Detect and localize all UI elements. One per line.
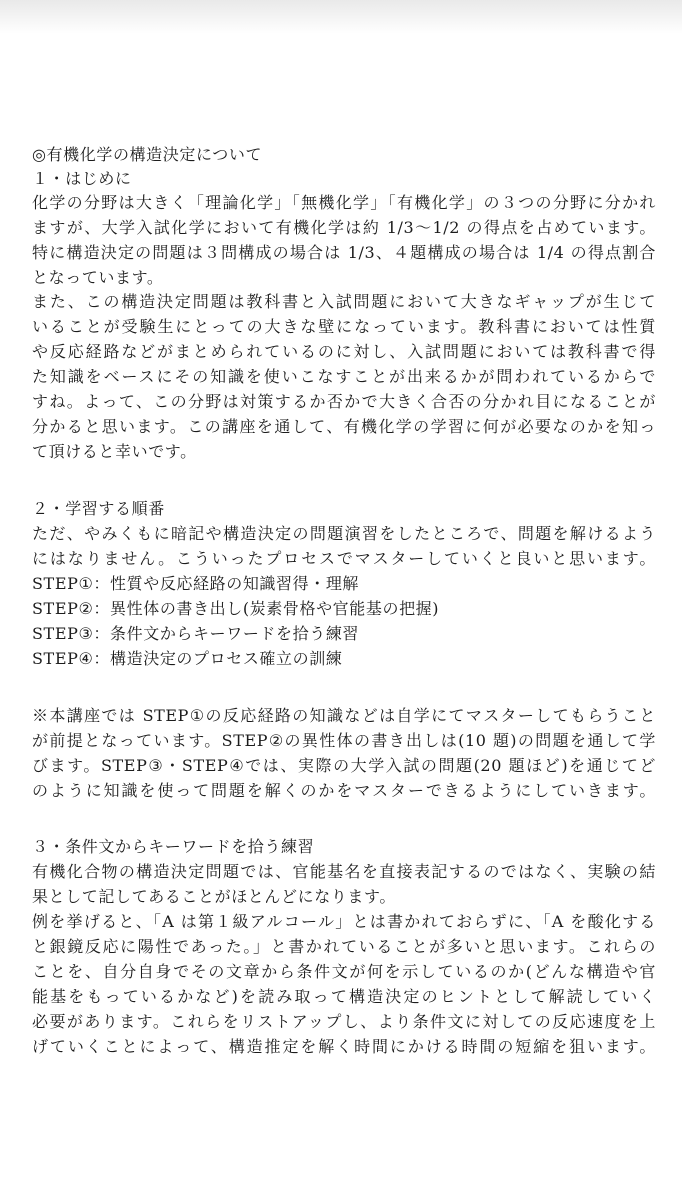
section2-line: ただ、やみくもに暗記や構造決定の問題演習をしたところで、問題を解けるよう — [32, 524, 656, 543]
section1-line: ますが、大学入試化学において有機化学は約 1/3〜1/2 の得点を占めています。 — [32, 218, 656, 237]
section1-line: すね。よって、この分野は対策するか否かで大きく合否の分かれ目になることが — [32, 392, 656, 411]
section1-heading: １・はじめに — [32, 169, 132, 188]
section1-line: 分かると思います。この講座を通して、有機化学の学習に何が必要なのかを知っ — [32, 417, 656, 436]
step-item: STEP④：構造決定のプロセス確立の訓練 — [32, 649, 343, 668]
section1-line: いることが受験生にとっての大きな壁になっています。教科書においては性質 — [32, 317, 656, 336]
section3-line: ことを、自分自身でその文章から条件文が何を示しているのか(どんな構造や官 — [32, 962, 656, 981]
step-item: STEP②：異性体の書き出し(炭素骨格や官能基の把握) — [32, 599, 440, 618]
note-line: びます。STEP③・STEP④では、実際の大学入試の問題(20 題ほど)を通じてど — [32, 756, 656, 775]
section2-line: にはなりません。こういったプロセスでマスターしていくと良いと思います。 — [32, 549, 656, 568]
section3-line: 果として記してあることがほとんどになります。 — [32, 887, 396, 906]
section3-line: と銀鏡反応に陽性であった。」と書かれていることが多いと思います。これらの — [32, 937, 656, 956]
section3-line: 例を挙げると、「A は第１級アルコール」とは書かれておらずに、「A を酸化する — [32, 912, 656, 931]
section1-line: た知識をベースにその知識を使いこなすことが出来るかが問われているからで — [32, 367, 656, 386]
note-line: が前提となっています。STEP②の異性体の書き出しは(10 題)の問題を通して学 — [32, 731, 656, 750]
section1-line: となっています。 — [32, 268, 164, 287]
section1-line: や反応経路などがまとめられているのに対し、入試問題においては教科書で得 — [32, 342, 656, 361]
note-line: のように知識を使って問題を解くのかをマスターできるようにしていきます。 — [32, 781, 656, 800]
section3-line: 必要があります。これらをリストアップし、より条件文に対しての反応速度を上 — [32, 1012, 656, 1031]
step-item: STEP①：性質や反応経路の知識習得・理解 — [32, 574, 360, 593]
section3-line: 有機化合物の構造決定問題では、官能基名を直接表記するのではなく、実験の結 — [32, 862, 656, 881]
section1-line: て頂けると幸いです。 — [32, 442, 197, 461]
section3-heading: ３・条件文からキーワードを拾う練習 — [32, 837, 315, 856]
section1-line: また、この構造決定問題は教科書と入試問題において大きなギャップが生じて — [32, 292, 656, 311]
note-line: ※本講座では STEP①の反応経路の知識などは自学にてマスターしてもらうこと — [32, 706, 656, 725]
section2-heading: ２・学習する順番 — [32, 499, 165, 518]
step-item: STEP③：条件文からキーワードを拾う練習 — [32, 624, 360, 643]
section3-line: 能基をもっているかなど)を読み取って構造決定のヒントとして解読していく — [32, 987, 656, 1006]
document-title: ◎有機化学の構造決定について — [32, 145, 263, 164]
section1-line: 化学の分野は大きく「理論化学」「無機化学」「有機化学」の３つの分野に分かれ — [32, 193, 656, 212]
section3-line: げていくことによって、構造推定を解く時間にかける時間の短縮を狙います。 — [32, 1037, 656, 1056]
section1-line: 特に構造決定の問題は３問構成の場合は 1/3、４題構成の場合は 1/4 の得点割合 — [32, 243, 656, 262]
